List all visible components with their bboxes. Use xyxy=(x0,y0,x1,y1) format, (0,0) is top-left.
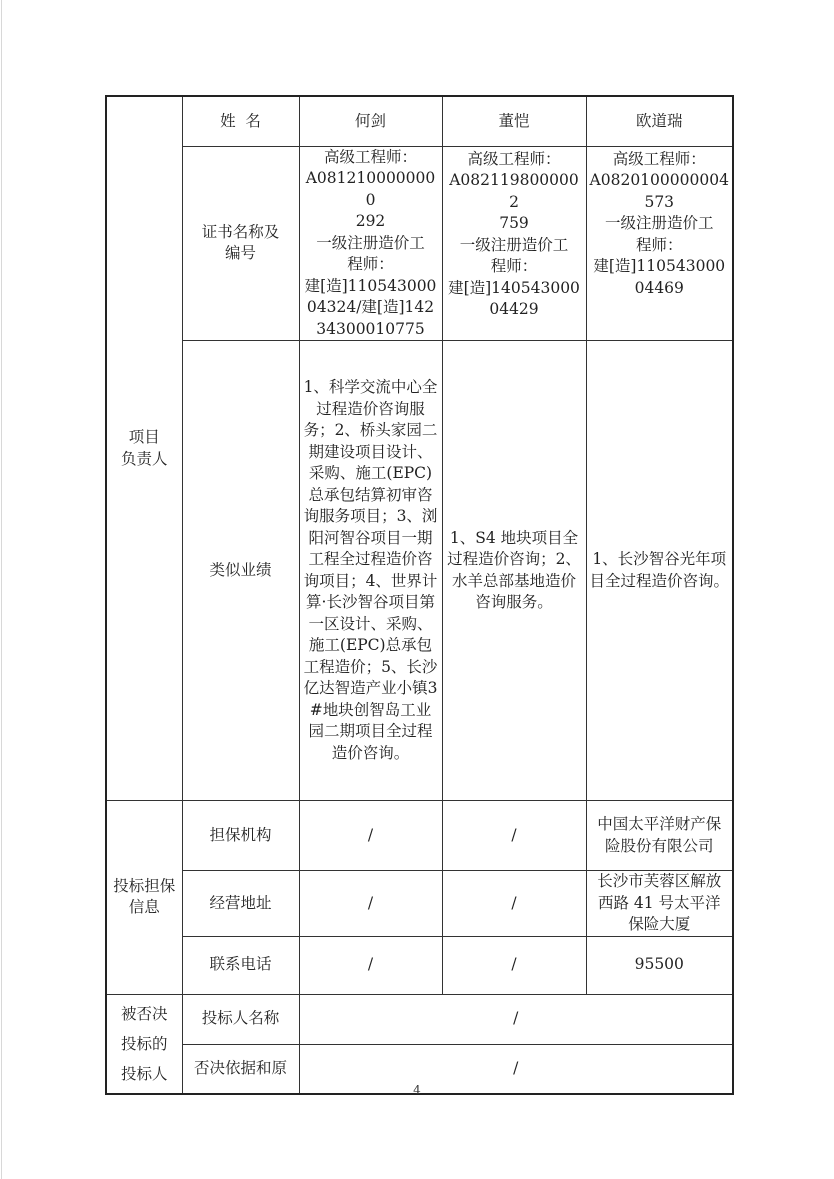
address-value-3: 长沙市芙蓉区解放西路 41 号太平洋保险大厦 xyxy=(586,871,733,937)
cert-line: 一级注册造价工 xyxy=(316,233,425,252)
rejection-basis-label: 否决依据和原 xyxy=(182,1044,299,1094)
performance-cell-3: 1、长沙智谷光年项目全过程造价咨询。 xyxy=(586,341,733,801)
guarantee-value-3: 中国太平洋财产保险股份有限公司 xyxy=(586,801,733,871)
cert-line: 04429 xyxy=(489,300,539,318)
guarantee-row-phone xyxy=(106,936,733,994)
cert-line: 建[造]110543000 xyxy=(593,257,726,275)
page-number: 4 xyxy=(413,1083,421,1097)
certificate-cell-2 xyxy=(442,146,586,341)
address-value-2: / xyxy=(442,871,586,937)
cert-line: 一级注册造价工 xyxy=(459,235,569,254)
person-name-2: 董恺 xyxy=(442,96,586,146)
phone-value-1: / xyxy=(299,936,442,994)
group-label-line1: 项目 xyxy=(128,428,160,446)
address-value-1: / xyxy=(299,871,442,937)
group-label-line3: 投标人 xyxy=(120,1064,168,1083)
phone-value-2: / xyxy=(442,936,586,994)
cert-line: 建[造]140543000 xyxy=(448,278,580,297)
guarantee-value-2: / xyxy=(442,801,586,871)
person-name-1: 何剑 xyxy=(299,96,442,146)
certificate-cell-1 xyxy=(299,146,442,341)
cert-line: 程师： xyxy=(635,235,683,254)
performance-cell-1: 1、科学交流中心全过程造价咨询服务；2、桥头家园二期建设项目设计、采购、施工(EPC)总承包结算初审咨询服务项目；3、浏阳河智谷项目一期工程全过程造价咨询项目；4、世界计算·长沙智谷项目第一区设计、采购、施工(EPC)总承包工程造价；5、长沙亿达智造产业小镇3#地块创智岛工业园二期项目全过程造价咨询。 xyxy=(299,341,442,801)
bidder-name-value: / xyxy=(299,994,733,1044)
cert-line: 759 xyxy=(499,214,529,232)
group-label-line1: 被否决 xyxy=(120,1004,168,1023)
cert-line: 程师： xyxy=(490,257,538,275)
phone-label: 联系电话 xyxy=(182,936,299,994)
certificate-label: 证书名称及编号 xyxy=(182,146,299,341)
certificate-row xyxy=(106,146,733,341)
cert-line: 34300010775 xyxy=(316,319,425,338)
cert-line: A0821198000002 xyxy=(449,171,579,211)
name-label: 姓 名 xyxy=(182,96,299,146)
address-label: 经营地址 xyxy=(182,871,299,937)
group-label-line2: 信息 xyxy=(128,898,160,917)
cert-line: 高级工程师： xyxy=(467,149,561,168)
performance-label: 类似业绩 xyxy=(182,341,299,801)
group-rejected-bidders xyxy=(106,994,182,1094)
cert-line: A0812100000000 xyxy=(305,169,436,209)
phone-value-3: 95500 xyxy=(586,936,733,994)
cert-line: 高级工程师： xyxy=(612,149,706,168)
rejection-basis-value: / xyxy=(299,1044,733,1094)
guarantee-row-address xyxy=(106,871,733,937)
group-bid-guarantee xyxy=(106,801,182,995)
performance-cell-2: 1、S4 地块项目全过程造价咨询；2、水羊总部基地造价咨询服务。 xyxy=(442,341,586,801)
performance-row xyxy=(106,341,733,801)
rejected-row-name xyxy=(106,994,733,1044)
cert-line: 一级注册造价工 xyxy=(604,214,714,232)
cert-line: 建[造]110543000 xyxy=(304,276,437,295)
cert-line: 04469 xyxy=(634,278,684,297)
group-project-leader xyxy=(106,96,182,801)
project-leader-table xyxy=(105,95,734,1095)
header-row xyxy=(106,96,733,146)
group-label-line2: 投标的 xyxy=(120,1034,168,1053)
guarantee-row-institution xyxy=(106,801,733,871)
group-label-line1: 投标担保 xyxy=(113,876,176,895)
certificate-cell-3 xyxy=(586,146,733,341)
guarantee-value-1: / xyxy=(299,801,442,871)
page-edge-line xyxy=(1,0,2,1179)
group-label-line2: 负责人 xyxy=(120,449,168,468)
cert-line: 高级工程师： xyxy=(323,147,417,166)
cert-line: 04324/建[造]142 xyxy=(306,298,435,316)
person-name-3: 欧道瑞 xyxy=(586,96,733,146)
cert-line: 程师： xyxy=(347,255,394,273)
cert-line: 573 xyxy=(644,192,675,211)
cert-line: 292 xyxy=(355,212,386,230)
bidder-name-label: 投标人名称 xyxy=(182,994,299,1044)
guarantee-label: 担保机构 xyxy=(182,801,299,871)
cert-line: A0820100000004 xyxy=(589,171,729,189)
